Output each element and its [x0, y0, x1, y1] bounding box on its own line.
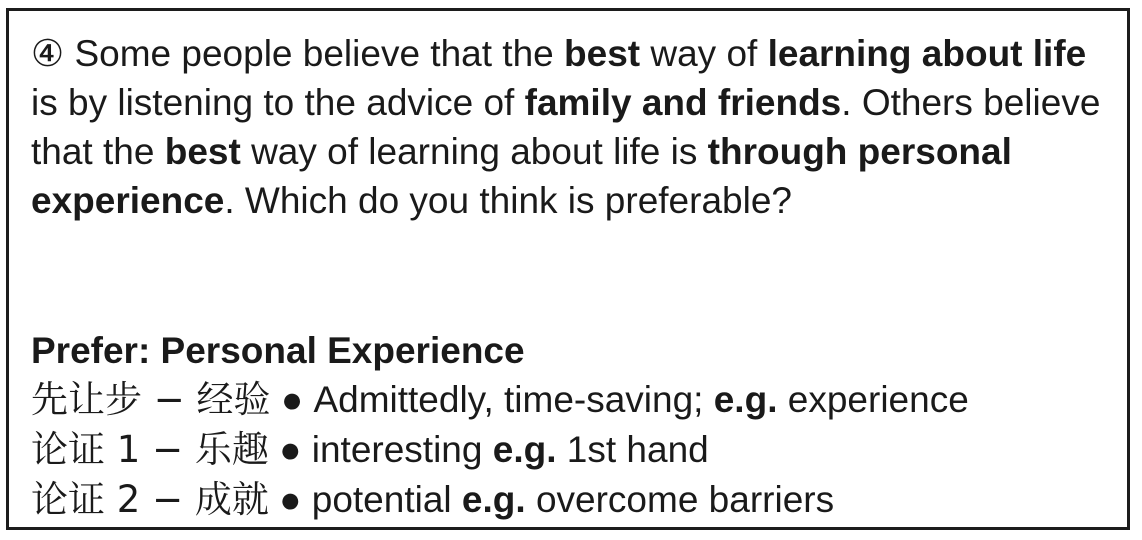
- question-keyword: best: [164, 131, 241, 172]
- question-segment: ④ Some people believe that the: [31, 33, 565, 74]
- point-text: potential: [301, 479, 462, 520]
- argument-point: [31, 375, 969, 425]
- prefer-heading: Prefer: Personal Experience: [31, 330, 525, 371]
- bullet-icon: ●: [280, 379, 304, 420]
- question-keyword: learning about life: [767, 33, 1087, 74]
- question-text: [31, 29, 1121, 225]
- question-segment: is by listening to the advice of: [31, 82, 525, 123]
- question-segment: . Others believe that the: [31, 82, 1101, 172]
- example-marker: e.g.: [713, 379, 778, 420]
- question-keyword: family and friends: [524, 82, 842, 123]
- argument-points: [31, 375, 969, 525]
- point-example: 1st hand: [556, 429, 709, 470]
- point-label: 论证 1 − 乐趣: [31, 428, 269, 471]
- point-label: 先让步 − 经验: [31, 378, 271, 421]
- question-segment: . Which do you think is preferable?: [224, 180, 792, 221]
- example-marker: e.g.: [461, 479, 526, 520]
- point-example: overcome barriers: [525, 479, 835, 520]
- argument-point: [31, 475, 969, 525]
- question-keyword: best: [564, 33, 641, 74]
- question-segment: way of: [640, 33, 768, 74]
- point-example: experience: [777, 379, 969, 420]
- content-card: [6, 8, 1130, 530]
- example-marker: e.g.: [492, 429, 557, 470]
- argument-point: [31, 425, 969, 475]
- bullet-icon: ●: [279, 479, 302, 520]
- question-segment: way of learning about life is: [240, 131, 708, 172]
- bullet-icon: ●: [279, 429, 302, 470]
- point-label: 论证 2 − 成就: [31, 478, 269, 521]
- point-text: Admittedly, time-saving;: [303, 379, 714, 420]
- question-keyword: through personal experience: [31, 131, 1012, 221]
- point-text: interesting: [301, 429, 493, 470]
